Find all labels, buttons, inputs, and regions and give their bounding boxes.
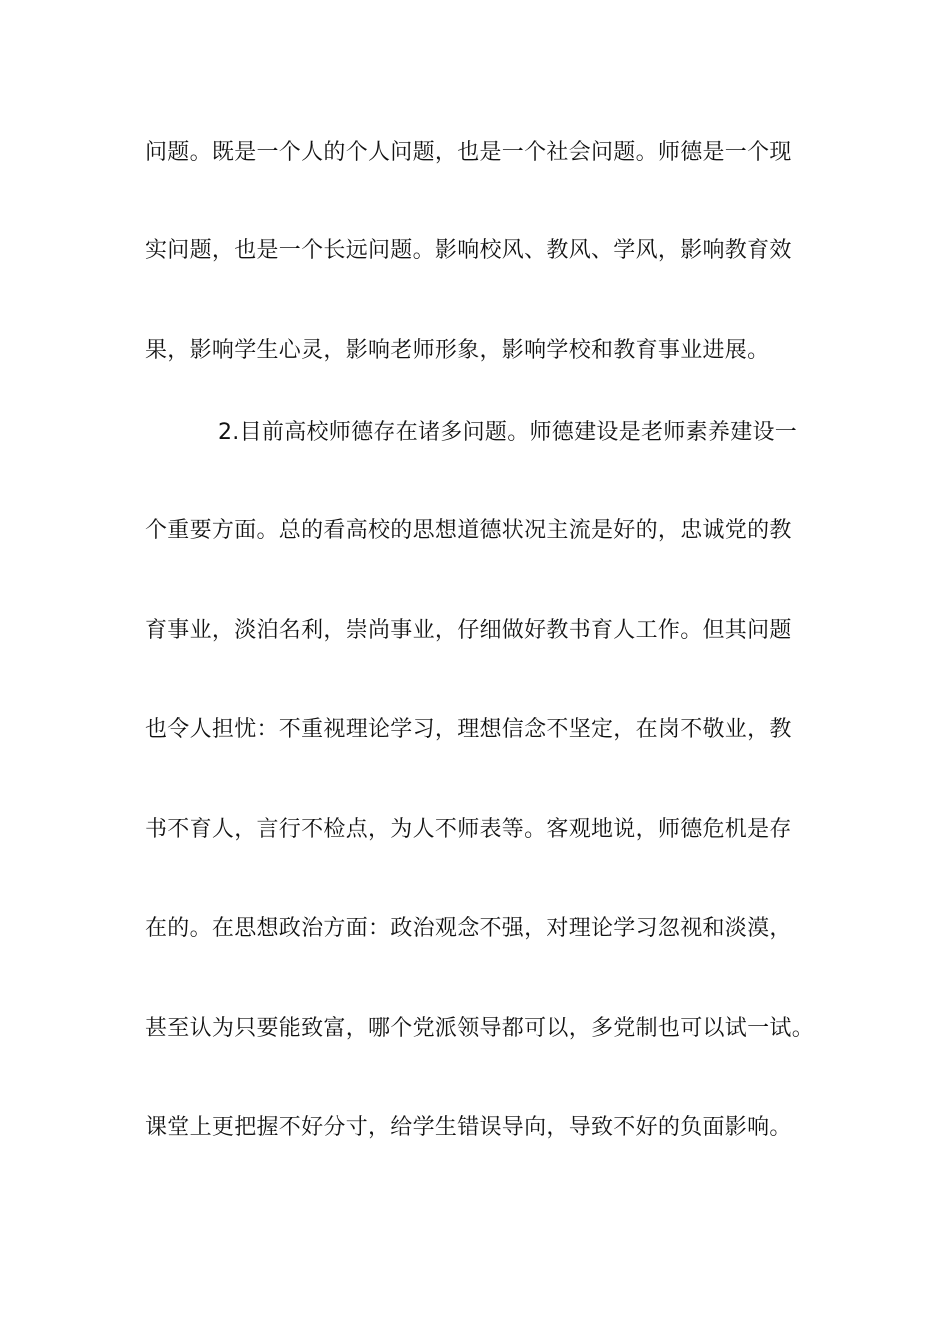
text-line-10: 甚至认为只要能致富，哪个党派领导都可以，多党制也可以试一试。 — [145, 1016, 815, 1041]
text-line-5: 个重要方面。总的看高校的思想道德状况主流是好的，忠诚党的教 — [145, 518, 792, 543]
text-line-2: 实问题，也是一个长远问题。影响校风、教风、学风，影响教育效 — [145, 238, 792, 263]
text-line-8: 书不育人，言行不检点，为人不师表等。客观地说，师德危机是存 — [145, 817, 792, 842]
text-line-11: 课堂上更把握不好分寸，给学生错误导向，导致不好的负面影响。 — [145, 1115, 792, 1140]
text-line-9: 在的。在思想政治方面：政治观念不强，对理论学习忽视和淡漠， — [145, 916, 792, 941]
text-line-6: 育事业，淡泊名利，崇尚事业，仔细做好教书育人工作。但其问题 — [145, 618, 792, 643]
text-line-3: 果，影响学生心灵，影响老师形象，影响学校和教育事业进展。 — [145, 338, 770, 363]
text-line-4: 2.目前高校师德存在诸多问题。师德建设是老师素养建设一 — [218, 420, 798, 445]
text-line-7: 也令人担忧：不重视理论学习，理想信念不坚定，在岗不敬业，教 — [145, 717, 792, 742]
text-line-1: 问题。既是一个人的个人问题，也是一个社会问题。师德是一个现 — [145, 140, 792, 165]
